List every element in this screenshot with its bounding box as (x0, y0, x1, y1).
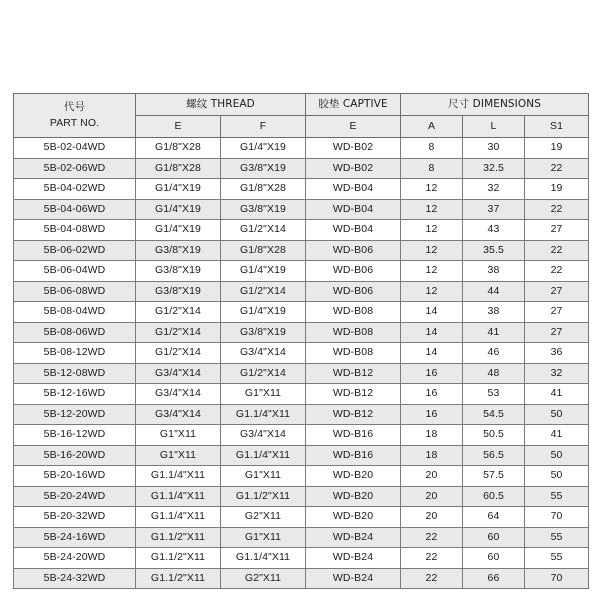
cell-thread-f: G1/4"X19 (221, 138, 306, 159)
cell-captive-e: WD-B06 (306, 261, 401, 282)
cell-dim-a: 8 (401, 158, 463, 179)
cell-dim-a: 14 (401, 322, 463, 343)
cell-captive-e: WD-B04 (306, 199, 401, 220)
cell-dim-s1: 50 (525, 445, 589, 466)
cell-dim-s1: 22 (525, 199, 589, 220)
table-row (14, 220, 589, 241)
cell-captive-e: WD-B16 (306, 445, 401, 466)
cell-part-no: 5B-12-20WD (14, 404, 136, 425)
cell-dim-l: 38 (463, 261, 525, 282)
cell-thread-e: G3/8"X19 (136, 261, 221, 282)
cell-thread-e: G1.1/2"X11 (136, 548, 221, 569)
cell-part-no: 5B-12-16WD (14, 384, 136, 405)
column-header-dim-s1: S1 (525, 116, 589, 138)
cell-dim-a: 16 (401, 384, 463, 405)
column-header-dim-a: A (401, 116, 463, 138)
column-header-dim-l: L (463, 116, 525, 138)
cell-dim-a: 16 (401, 363, 463, 384)
cell-dim-s1: 50 (525, 404, 589, 425)
cell-dim-s1: 55 (525, 486, 589, 507)
cell-captive-e: WD-B24 (306, 548, 401, 569)
cell-thread-e: G1/8"X28 (136, 138, 221, 159)
cell-dim-l: 37 (463, 199, 525, 220)
table-row (14, 486, 589, 507)
cell-part-no: 5B-08-04WD (14, 302, 136, 323)
cell-thread-e: G3/4"X14 (136, 404, 221, 425)
table-row (14, 179, 589, 200)
cell-dim-l: 60 (463, 548, 525, 569)
table-row (14, 507, 589, 528)
cell-thread-f: G1/4"X19 (221, 261, 306, 282)
table-row (14, 138, 589, 159)
cell-thread-f: G1"X11 (221, 527, 306, 548)
cell-dim-a: 20 (401, 507, 463, 528)
cell-thread-f: G1.1/4"X11 (221, 548, 306, 569)
cell-dim-a: 12 (401, 261, 463, 282)
cell-thread-f: G1/8"X28 (221, 240, 306, 261)
cell-dim-s1: 50 (525, 466, 589, 487)
cell-thread-f: G3/4"X14 (221, 343, 306, 364)
cell-thread-f: G1/8"X28 (221, 179, 306, 200)
table-row (14, 384, 589, 405)
cell-part-no: 5B-04-08WD (14, 220, 136, 241)
cell-thread-e: G1.1/4"X11 (136, 486, 221, 507)
table-row (14, 281, 589, 302)
cell-part-no: 5B-04-06WD (14, 199, 136, 220)
cell-thread-f: G1/2"X14 (221, 220, 306, 241)
cell-dim-l: 38 (463, 302, 525, 323)
cell-thread-e: G1/2"X14 (136, 302, 221, 323)
cell-part-no: 5B-06-08WD (14, 281, 136, 302)
table-row (14, 261, 589, 282)
cell-captive-e: WD-B06 (306, 240, 401, 261)
table-row (14, 568, 589, 589)
cell-captive-e: WD-B12 (306, 384, 401, 405)
cell-dim-a: 22 (401, 548, 463, 569)
cell-dim-a: 18 (401, 425, 463, 446)
cell-dim-a: 12 (401, 220, 463, 241)
cell-dim-a: 18 (401, 445, 463, 466)
cell-thread-e: G1/4"X19 (136, 220, 221, 241)
cell-thread-e: G1/4"X19 (136, 199, 221, 220)
cell-dim-s1: 27 (525, 322, 589, 343)
cell-part-no: 5B-16-12WD (14, 425, 136, 446)
cell-dim-s1: 27 (525, 220, 589, 241)
column-header-thread-e: E (136, 116, 221, 138)
cell-thread-e: G3/4"X14 (136, 363, 221, 384)
cell-captive-e: WD-B02 (306, 138, 401, 159)
cell-part-no: 5B-16-20WD (14, 445, 136, 466)
cell-dim-l: 41 (463, 322, 525, 343)
cell-dim-a: 14 (401, 343, 463, 364)
cell-dim-s1: 70 (525, 568, 589, 589)
cell-dim-a: 8 (401, 138, 463, 159)
cell-dim-a: 22 (401, 527, 463, 548)
cell-part-no: 5B-06-02WD (14, 240, 136, 261)
cell-captive-e: WD-B12 (306, 404, 401, 425)
cell-captive-e: WD-B08 (306, 302, 401, 323)
column-header-part-no (14, 94, 136, 138)
table-row (14, 302, 589, 323)
cell-thread-e: G1/8"X28 (136, 158, 221, 179)
cell-dim-a: 12 (401, 179, 463, 200)
cell-part-no: 5B-24-16WD (14, 527, 136, 548)
cell-dim-a: 14 (401, 302, 463, 323)
table-row (14, 425, 589, 446)
cell-part-no: 5B-04-02WD (14, 179, 136, 200)
cell-captive-e: WD-B20 (306, 486, 401, 507)
cell-dim-l: 32 (463, 179, 525, 200)
cell-thread-e: G1.1/2"X11 (136, 568, 221, 589)
table-row (14, 527, 589, 548)
column-group-header-captive: 胶垫 CAPTIVE (306, 94, 401, 116)
cell-part-no: 5B-12-08WD (14, 363, 136, 384)
table-row (14, 548, 589, 569)
cell-part-no: 5B-02-04WD (14, 138, 136, 159)
column-header-part-no-en: PART NO. (49, 116, 100, 129)
table-row (14, 322, 589, 343)
table-header (14, 94, 589, 138)
cell-dim-l: 57.5 (463, 466, 525, 487)
cell-part-no: 5B-20-32WD (14, 507, 136, 528)
cell-dim-l: 30 (463, 138, 525, 159)
cell-dim-l: 66 (463, 568, 525, 589)
cell-part-no: 5B-20-24WD (14, 486, 136, 507)
cell-dim-s1: 27 (525, 302, 589, 323)
cell-part-no: 5B-08-12WD (14, 343, 136, 364)
cell-captive-e: WD-B20 (306, 466, 401, 487)
cell-thread-f: G1"X11 (221, 384, 306, 405)
cell-thread-f: G1/2"X14 (221, 363, 306, 384)
cell-part-no: 5B-06-04WD (14, 261, 136, 282)
cell-thread-e: G3/8"X19 (136, 281, 221, 302)
cell-part-no: 5B-24-32WD (14, 568, 136, 589)
cell-thread-f: G1.1/4"X11 (221, 445, 306, 466)
cell-captive-e: WD-B16 (306, 425, 401, 446)
cell-thread-f: G3/8"X19 (221, 199, 306, 220)
cell-dim-s1: 22 (525, 158, 589, 179)
cell-thread-f: G3/8"X19 (221, 158, 306, 179)
cell-thread-f: G3/8"X19 (221, 322, 306, 343)
cell-thread-f: G1/2"X14 (221, 281, 306, 302)
cell-captive-e: WD-B08 (306, 322, 401, 343)
column-header-thread-f: F (221, 116, 306, 138)
table-row (14, 466, 589, 487)
cell-captive-e: WD-B24 (306, 527, 401, 548)
cell-dim-a: 20 (401, 466, 463, 487)
cell-dim-a: 22 (401, 568, 463, 589)
cell-dim-s1: 55 (525, 527, 589, 548)
cell-dim-s1: 27 (525, 281, 589, 302)
column-header-part-no-cjk: 代号 (63, 100, 86, 113)
cell-captive-e: WD-B08 (306, 343, 401, 364)
cell-dim-l: 64 (463, 507, 525, 528)
cell-part-no: 5B-08-06WD (14, 322, 136, 343)
table-row (14, 240, 589, 261)
cell-dim-a: 12 (401, 240, 463, 261)
specification-table (13, 93, 589, 589)
table-row (14, 445, 589, 466)
table-row (14, 404, 589, 425)
cell-dim-s1: 70 (525, 507, 589, 528)
cell-dim-a: 16 (401, 404, 463, 425)
table-body (14, 138, 589, 589)
cell-thread-f: G1/4"X19 (221, 302, 306, 323)
cell-thread-e: G1.1/4"X11 (136, 466, 221, 487)
cell-thread-e: G1.1/2"X11 (136, 527, 221, 548)
cell-thread-e: G1.1/4"X11 (136, 507, 221, 528)
specification-table-container (13, 93, 588, 589)
cell-thread-f: G1.1/4"X11 (221, 404, 306, 425)
cell-dim-a: 20 (401, 486, 463, 507)
cell-dim-l: 48 (463, 363, 525, 384)
cell-dim-s1: 36 (525, 343, 589, 364)
table-row (14, 158, 589, 179)
cell-thread-e: G1/4"X19 (136, 179, 221, 200)
column-group-header-dimensions: 尺寸 DIMENSIONS (401, 94, 589, 116)
table-row (14, 199, 589, 220)
cell-dim-a: 12 (401, 281, 463, 302)
cell-dim-s1: 22 (525, 240, 589, 261)
cell-thread-e: G3/8"X19 (136, 240, 221, 261)
cell-dim-s1: 41 (525, 384, 589, 405)
table-row (14, 343, 589, 364)
cell-captive-e: WD-B04 (306, 179, 401, 200)
cell-captive-e: WD-B24 (306, 568, 401, 589)
cell-dim-l: 60 (463, 527, 525, 548)
cell-thread-e: G1/2"X14 (136, 343, 221, 364)
cell-captive-e: WD-B02 (306, 158, 401, 179)
cell-part-no: 5B-20-16WD (14, 466, 136, 487)
cell-thread-e: G3/4"X14 (136, 384, 221, 405)
column-header-captive-e: E (306, 116, 401, 138)
column-group-header-thread: 螺纹 THREAD (136, 94, 306, 116)
cell-thread-f: G1"X11 (221, 466, 306, 487)
cell-dim-l: 53 (463, 384, 525, 405)
cell-captive-e: WD-B06 (306, 281, 401, 302)
cell-dim-l: 43 (463, 220, 525, 241)
cell-dim-s1: 55 (525, 548, 589, 569)
cell-dim-l: 50.5 (463, 425, 525, 446)
cell-dim-l: 35.5 (463, 240, 525, 261)
cell-dim-l: 46 (463, 343, 525, 364)
table-row (14, 363, 589, 384)
cell-dim-l: 60.5 (463, 486, 525, 507)
cell-thread-e: G1/2"X14 (136, 322, 221, 343)
cell-dim-l: 56.5 (463, 445, 525, 466)
cell-dim-l: 54.5 (463, 404, 525, 425)
cell-dim-s1: 19 (525, 179, 589, 200)
cell-dim-l: 44 (463, 281, 525, 302)
cell-dim-s1: 41 (525, 425, 589, 446)
header-group-row (14, 94, 589, 116)
cell-thread-f: G3/4"X14 (221, 425, 306, 446)
cell-thread-f: G2"X11 (221, 568, 306, 589)
cell-thread-f: G2"X11 (221, 507, 306, 528)
cell-thread-e: G1"X11 (136, 445, 221, 466)
cell-dim-l: 32.5 (463, 158, 525, 179)
cell-thread-e: G1"X11 (136, 425, 221, 446)
cell-part-no: 5B-24-20WD (14, 548, 136, 569)
cell-captive-e: WD-B20 (306, 507, 401, 528)
cell-captive-e: WD-B04 (306, 220, 401, 241)
cell-dim-s1: 19 (525, 138, 589, 159)
cell-dim-s1: 22 (525, 261, 589, 282)
cell-thread-f: G1.1/2"X11 (221, 486, 306, 507)
cell-part-no: 5B-02-06WD (14, 158, 136, 179)
cell-dim-s1: 32 (525, 363, 589, 384)
cell-dim-a: 12 (401, 199, 463, 220)
cell-captive-e: WD-B12 (306, 363, 401, 384)
